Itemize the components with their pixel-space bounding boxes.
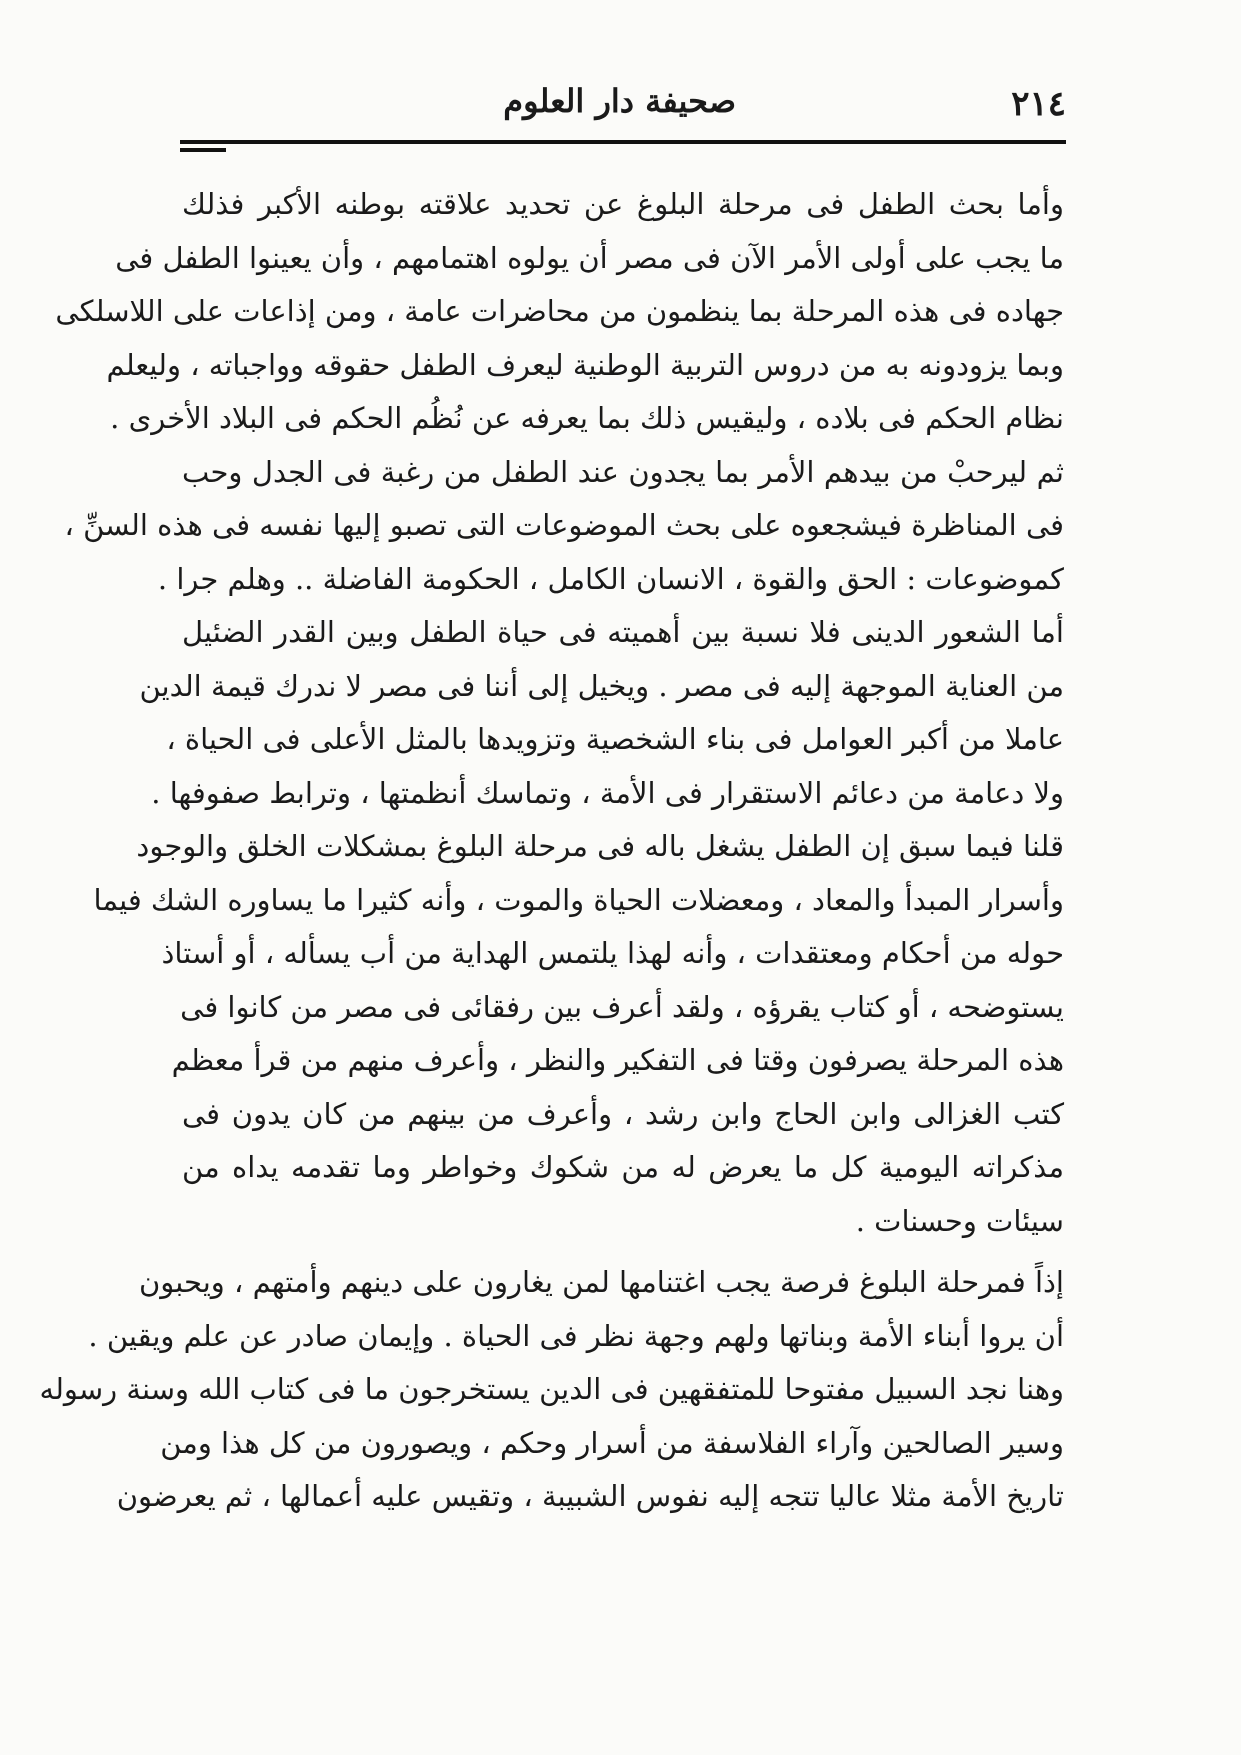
text-line: هذه المرحلة يصرفون وقتا فى التفكير والنظر ، وأعرف منهم من قرأ معظم <box>171 1043 1064 1077</box>
text-line: ولا دعامة من دعائم الاستقرار فى الأمة ، وتماسك أنظمتها ، وترابط صفوفها . <box>151 775 1064 810</box>
text-line: أن يروا أبناء الأمة وبناتها ولهم وجهة نظر فى الحياة . وإيمان صادر عن علم ويقين . <box>88 1318 1064 1353</box>
text-line: سيئات وحسنات . <box>855 1203 1064 1238</box>
text-line: كتب الغزالى وابن الحاج وابن رشد ، وأعرف من بينهم من كان يدون فى <box>182 1096 1064 1131</box>
text-line: وبما يزودونه به من دروس التربية الوطنية ليعرف الطفل حقوقه وواجباته ، وليعلم <box>106 347 1064 382</box>
page-header <box>180 78 1066 138</box>
text-line: أما الشعور الدينى فلا نسبة بين أهميته فى حياة الطفل وبين القدر الضئيل <box>182 615 1064 649</box>
text-line: ما يجب على أولى الأمر الآن فى مصر أن يولوه اهتمامهم ، وأن يعينوا الطفل فى <box>115 240 1064 275</box>
text-line: وأسرار المبدأ والمعاد ، ومعضلات الحياة والموت ، وأنه كثيرا ما يساوره الشك فيما <box>93 882 1064 917</box>
text-line: مذكراته اليومية كل ما يعرض له من شكوك وخواطر وما تقدمه يداه من <box>182 1150 1064 1184</box>
running-title: صحيفة دار العلوم <box>503 82 736 120</box>
text-line: وأما بحث الطفل فى مرحلة البلوغ عن تحديد علاقته بوطنه الأكبر فذلك <box>182 187 1064 221</box>
text-line: فى المناظرة فيشجعوه على بحث الموضوعات التى تصبو إليها نفسه فى هذه السنِّ ، <box>64 508 1064 542</box>
text-line: يستوضحه ، أو كتاب يقرؤه ، ولقد أعرف بين رفقائى فى مصر من كانوا فى <box>180 989 1064 1024</box>
header-rule <box>180 140 1066 144</box>
header-rule-mark <box>180 148 226 152</box>
text-line: من العناية الموجهة إليه فى مصر . ويخيل إلى أننا فى مصر لا ندرك قيمة الدين <box>139 668 1064 703</box>
text-line: نظام الحكم فى بلاده ، وليقيس ذلك بما يعرفه عن نُظُم الحكم فى البلاد الأخرى . <box>110 401 1064 435</box>
text-line: عاملا من أكبر العوامل فى بناء الشخصية وتزويدها بالمثل الأعلى فى الحياة ، <box>166 722 1064 756</box>
text-line: إذاً فمرحلة البلوغ فرصة يجب اغتنامها لمن يغارون على دينهم وأمتهم ، ويحبون <box>138 1265 1064 1299</box>
text-line: وسير الصالحين وآراء الفلاسفة من أسرار وحكم ، ويصورون من كل هذا ومن <box>160 1425 1064 1460</box>
text-line: تاريخ الأمة مثلا عاليا تتجه إليه نفوس الشبيبة ، وتقيس عليه أعمالها ، ثم يعرضون <box>116 1479 1064 1513</box>
text-line: قلنا فيما سبق إن الطفل يشغل باله فى مرحلة البلوغ بمشكلات الخلق والوجود <box>136 829 1064 863</box>
text-line: كموضوعات : الحق والقوة ، الانسان الكامل ، الحكومة الفاضلة .. وهلم جرا . <box>157 561 1064 596</box>
page-number: ٢١٤ <box>1011 84 1066 124</box>
text-line: حوله من أحكام ومعتقدات ، وأنه لهذا يلتمس الهداية من أب يسأله ، أو أستاذ <box>161 936 1064 970</box>
text-line: جهاده فى هذه المرحلة بما ينظمون من محاضرات عامة ، ومن إذاعات على اللاسلكى <box>55 294 1064 328</box>
body-text <box>39 178 1064 1524</box>
text-line: وهنا نجد السبيل مفتوحا للمتفقهين فى الدين يستخرجون ما فى كتاب الله وسنة رسوله <box>39 1372 1064 1406</box>
text-line: ثم ليرحبْ من بيدهم الأمر بما يجدون عند الطفل من رغبة فى الجدل وحب <box>182 454 1064 489</box>
